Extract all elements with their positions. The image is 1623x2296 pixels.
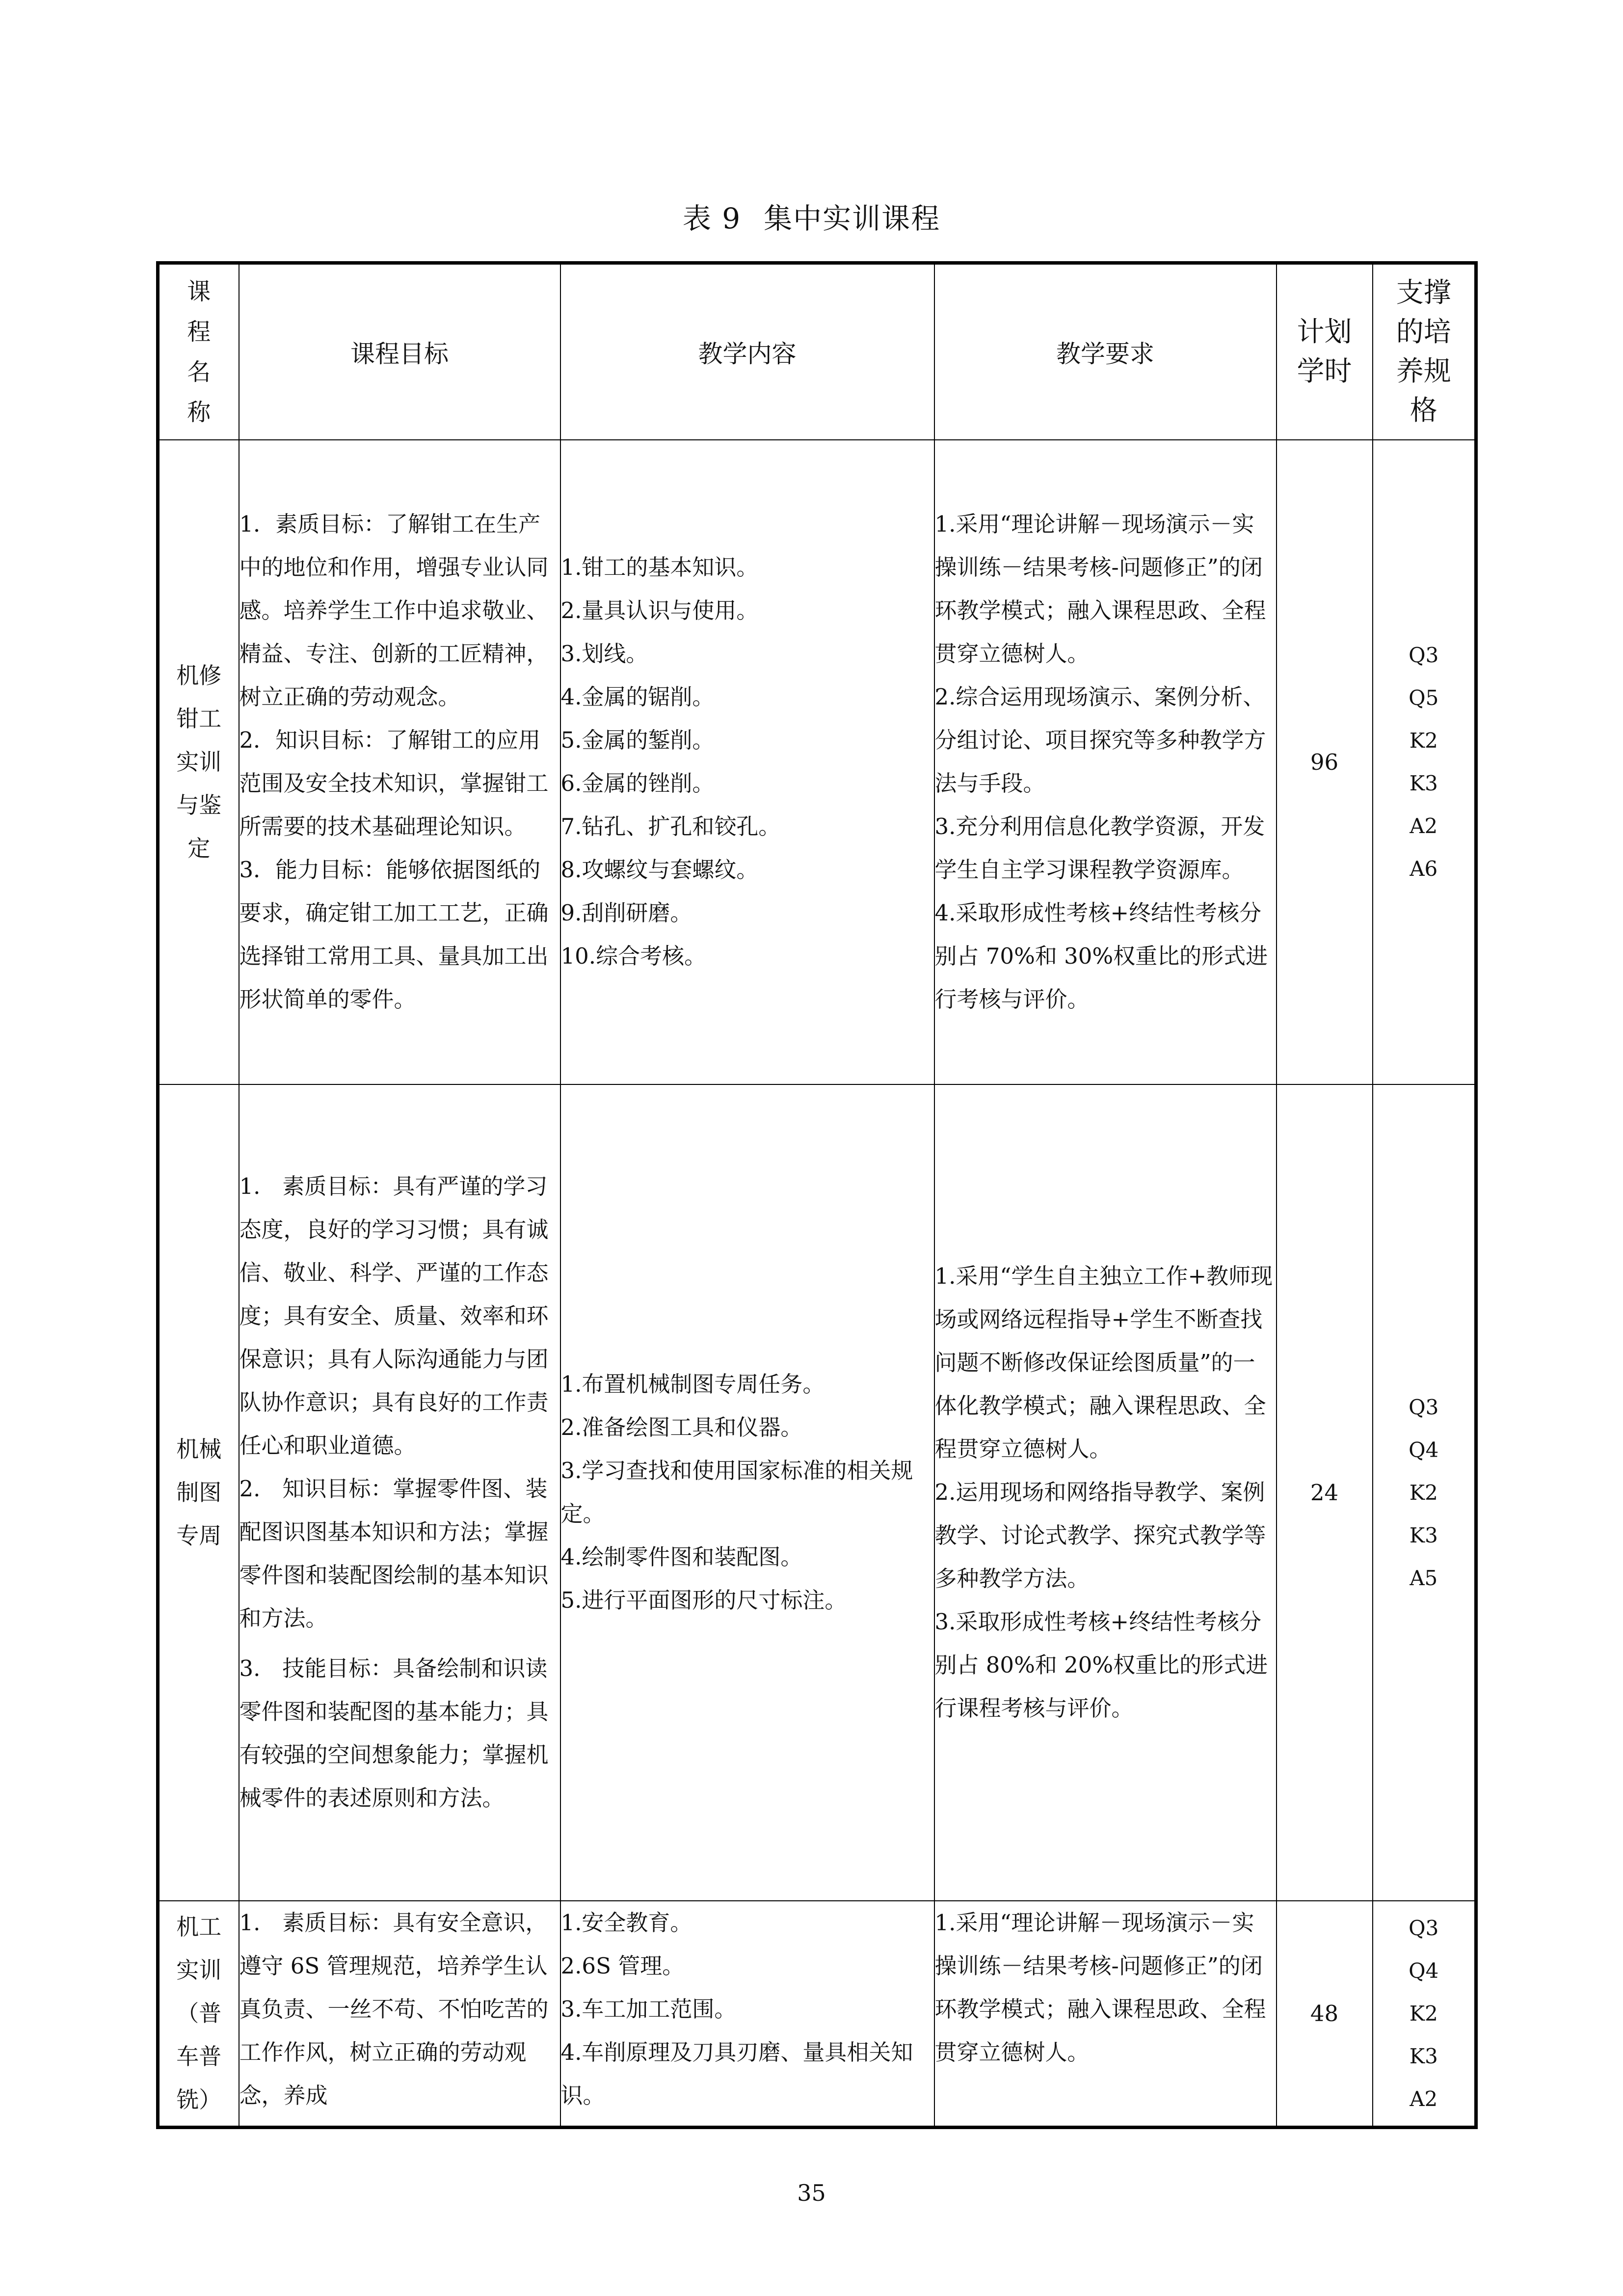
spec-code: Q4 xyxy=(1409,1958,1439,1983)
requirement-item: 2.运用现场和网络指导教学、案例教学、讨论式教学、探究式教学等多种教学方法。 xyxy=(934,1479,1266,1592)
content-item: 1.安全教育。 xyxy=(560,1909,692,1936)
requirement-item: 1.采用“理论讲解－现场演示－实操训练－结果考核-问题修正”的闭环教学模式；融入课程思政、全程贯穿立德树人。 xyxy=(934,1909,1266,2065)
header-course-name: 课程名称 xyxy=(158,263,239,440)
spec-cell xyxy=(1373,1084,1476,1901)
page-number: 35 xyxy=(797,2180,826,2206)
content-item: 10.综合考核。 xyxy=(560,943,707,969)
table-row xyxy=(158,1901,1476,2128)
requirement-item: 3.充分利用信息化教学资源，开发学生自主学习课程教学资源库。 xyxy=(934,813,1265,883)
spec-code: K3 xyxy=(1409,771,1438,795)
spec-code: A5 xyxy=(1410,1566,1438,1590)
spec-code: K2 xyxy=(1409,1480,1438,1505)
table-header-row xyxy=(158,263,1476,440)
spec-code: K3 xyxy=(1409,2044,1438,2068)
spec-code: Q4 xyxy=(1409,1437,1439,1462)
requirement-item: 1.采用“理论讲解－现场演示－实操训练－结果考核-问题修正”的闭环教学模式；融入课程思政、全程贯穿立德树人。 xyxy=(934,511,1266,667)
hours-cell: 24 xyxy=(1277,1084,1373,1901)
objective-cell xyxy=(239,1901,560,2128)
content-item: 1.布置机械制图专周任务。 xyxy=(560,1371,825,1397)
spec-code: Q3 xyxy=(1409,1395,1439,1419)
content-item: 9.刮削研磨。 xyxy=(560,900,692,926)
spec-code: Q3 xyxy=(1409,1916,1439,1940)
table-number: 表 9 xyxy=(682,202,742,235)
objective-item: 1. 素质目标：具有严谨的学习态度，良好的学习习惯；具有诚信、敬业、科学、严谨的工作态度；具有安全、质量、效率和环保意识；具有人际沟通能力与团队协作意识；具有良好的工作责任心和职业道德。 xyxy=(239,1173,549,1459)
objective-item: 1. 素质目标：具有安全意识，遵守 6S 管理规范，培养学生认真负责、一丝不苟、不怕吃苦的工作作风，树立正确的劳动观念，养成 xyxy=(239,1909,549,2108)
requirements-cell xyxy=(934,1901,1277,2128)
spec-code: K2 xyxy=(1409,2001,1438,2026)
spec-cell xyxy=(1373,440,1476,1084)
objective-item: 3．能力目标：能够依据图纸的要求，确定钳工加工工艺，正确选择钳工常用工具、量具加工出形状简单的零件。 xyxy=(239,857,549,1012)
content-cell xyxy=(560,440,934,1084)
objective-item: 1．素质目标：了解钳工在生产中的地位和作用，增强专业认同感。培养学生工作中追求敬业、精益、专注、创新的工匠精神，树立正确的劳动观念。 xyxy=(239,511,549,710)
spec-code: Q3 xyxy=(1409,643,1439,667)
content-item: 4.绘制零件图和装配图。 xyxy=(560,1544,803,1570)
content-item: 3.划线。 xyxy=(560,641,648,667)
objective-cell xyxy=(239,440,560,1084)
hours-cell: 48 xyxy=(1277,1901,1373,2128)
requirements-cell xyxy=(934,440,1277,1084)
requirement-item: 4.采取形成性考核+终结性考核分别占 70%和 30%权重比的形式进行考核与评价。 xyxy=(934,900,1268,1012)
objective-item: 2．知识目标：了解钳工的应用范围及安全技术知识，掌握钳工所需要的技术基础理论知识。 xyxy=(239,727,549,839)
content-item: 3.学习查找和使用国家标准的相关规定。 xyxy=(560,1458,913,1527)
spec-code: Q5 xyxy=(1409,686,1439,710)
content-cell xyxy=(560,1901,934,2128)
content-item: 3.车工加工范围。 xyxy=(560,1996,737,2022)
content-item: 5.金属的錾削。 xyxy=(560,727,715,753)
content-item: 7.钻孔、扩孔和铰孔。 xyxy=(560,813,781,839)
course-name-cell: 机工实训（普车普铣） xyxy=(158,1901,239,2128)
requirement-item: 3.采取形成性考核+终结性考核分别占 80%和 20%权重比的形式进行课程考核与评价。 xyxy=(934,1609,1268,1721)
content-item: 2.量具认识与使用。 xyxy=(560,597,759,623)
objective-cell xyxy=(239,1084,560,1901)
requirement-item: 1.采用“学生自主独立工作+教师现场或网络远程指导+学生不断查找问题不断修改保证绘图质量”的一体化教学模式；融入课程思政、全程贯穿立德树人。 xyxy=(934,1263,1273,1462)
table-title: 集中实训课程 xyxy=(764,202,941,235)
header-spec: 支撑的培养规格 xyxy=(1373,263,1476,440)
content-item: 6.金属的锉削。 xyxy=(560,770,715,796)
content-item: 1.钳工的基本知识。 xyxy=(560,554,759,580)
spec-cell xyxy=(1373,1901,1476,2128)
course-name-cell: 机械制图专周 xyxy=(158,1084,239,1901)
spec-code: A6 xyxy=(1410,857,1438,881)
header-content: 教学内容 xyxy=(560,263,934,440)
content-item: 4.金属的锯削。 xyxy=(560,684,715,710)
content-item: 5.进行平面图形的尺寸标注。 xyxy=(560,1587,847,1613)
content-item: 8.攻螺纹与套螺纹。 xyxy=(560,857,759,883)
header-hours: 计划学时 xyxy=(1277,263,1373,440)
content-item: 2.6S 管理。 xyxy=(560,1952,685,1979)
content-item: 4.车削原理及刀具刃磨、量具相关知识。 xyxy=(560,2039,913,2108)
objective-item: 2. 知识目标：掌握零件图、装配图识图基本知识和方法；掌握零件图和装配图绘制的基本知识和方法。 xyxy=(239,1476,549,1631)
course-table xyxy=(156,261,1478,2129)
content-item: 2.准备绘图工具和仪器。 xyxy=(560,1414,803,1440)
table-caption xyxy=(0,195,1623,237)
spec-code: A2 xyxy=(1410,2086,1438,2111)
requirements-cell xyxy=(934,1084,1277,1901)
content-cell xyxy=(560,1084,934,1901)
spec-code: K2 xyxy=(1409,729,1438,753)
header-requirements: 教学要求 xyxy=(934,263,1277,440)
course-name-cell: 机修钳工实训与鉴定 xyxy=(158,440,239,1084)
table-row xyxy=(158,440,1476,1084)
table-row xyxy=(158,1084,1476,1901)
spec-code: A2 xyxy=(1410,814,1438,838)
spec-code: K3 xyxy=(1409,1523,1438,1547)
header-objective: 课程目标 xyxy=(239,263,560,440)
hours-cell: 96 xyxy=(1277,440,1373,1084)
objective-item: 3. 技能目标：具备绘制和识读零件图和装配图的基本能力；具有较强的空间想象能力；掌握机械零件的表述原则和方法。 xyxy=(239,1655,549,1811)
requirement-item: 2.综合运用现场演示、案例分析、分组讨论、项目探究等多种教学方法与手段。 xyxy=(934,684,1266,796)
